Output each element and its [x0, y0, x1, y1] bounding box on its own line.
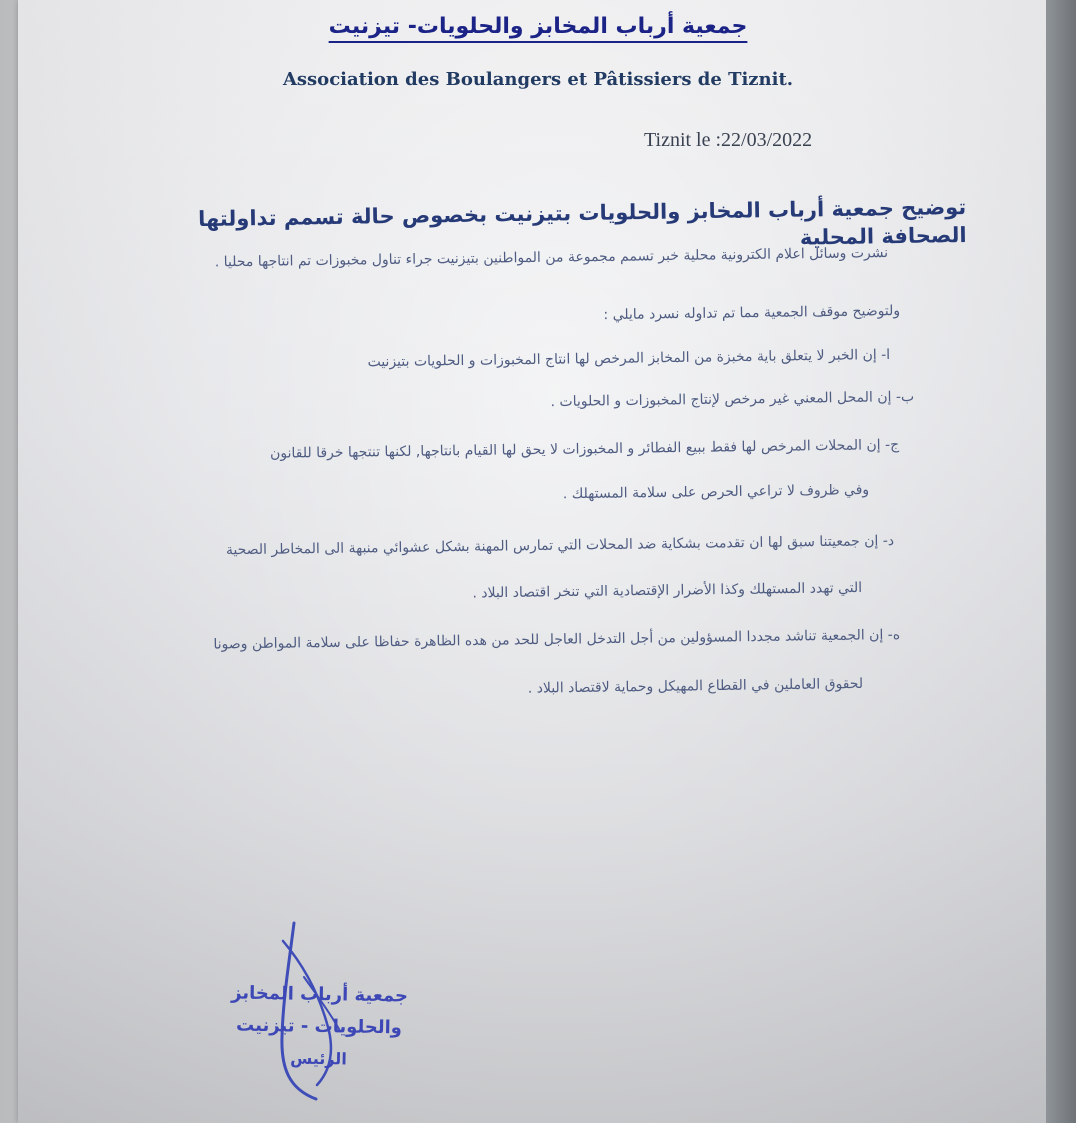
body-line-3: ا- إن الخبر لا يتعلق باية مخبزة من المخابز المرخص لها انتاج المخبوزات و الحلويات بتيزنيت — [367, 346, 891, 371]
date-line: Tiznit le :22/03/2022 — [644, 129, 813, 151]
body-line-2: ولتوضيح موقف الجمعية مما تم تداوله نسرد مايلي : — [603, 302, 901, 324]
body-line-10: لحقوق العاملين في القطاع المهيكل وحماية لاقتصاد البلاد . — [527, 675, 864, 697]
body-line-1: نشرت وسائل اعلام الكترونية محلية خبر تسمم مجموعة من المواطنين بتيزنيت جراء تناول مخبوزات تم انتاجها محليا . — [214, 244, 889, 271]
association-stamp — [199, 977, 439, 1081]
stamp-line-2: والحلويات - تيزنيت — [235, 1014, 403, 1039]
paper-sheet — [18, 0, 1048, 1123]
body-line-4: ب- إن المحل المعني غير مرخص لإنتاج المخبوزات و الحلويات . — [550, 388, 915, 411]
stamp-line-1: جمعية أرباب المخابز — [231, 982, 409, 1007]
body-line-6: وفي ظروف لا تراعي الحرص على سلامة المستهلك . — [562, 481, 870, 503]
stamp-line-3: الرئيس — [290, 1048, 347, 1069]
header-french: Association des Boulangers et Pâtissiers de Tiznit. — [282, 69, 794, 90]
body-line-7: د- إن جمعيتنا سبق لها ان تقدمت بشكاية ضد المحلات التي تمارس المهنة بشكل عشوائي منبهة الى المخاطر الصحية — [225, 532, 895, 559]
header-arabic: جمعية أرباب المخابز والحلويات- تيزنيت — [328, 14, 748, 39]
body-line-5: ج- إن المحلات المرخص لها فقط ببيع الفطائر و المخبوزات لا يحق لها القيام بانتاجها, لكنها تنتجها خرقا للقانون — [269, 436, 900, 462]
body-line-9: ه- إن الجمعية تناشد مجددا المسؤولين من أجل التدخل العاجل للحد من هده الظاهرة حفاظا على سلامة المواطن وصونا — [213, 626, 901, 653]
signature — [246, 915, 366, 1105]
body-line-8: التي تهدد المستهلك وكذا الأضرار الإقتصادية التي تنخر اقتصاد البلاد . — [472, 579, 863, 602]
subject-title: توضيح جمعية أرباب المخابز والحلويات بتيزنيت بخصوص حالة تسمم تداولتها الصحافة المحلية — [197, 194, 967, 250]
background-edge — [1046, 0, 1076, 1123]
